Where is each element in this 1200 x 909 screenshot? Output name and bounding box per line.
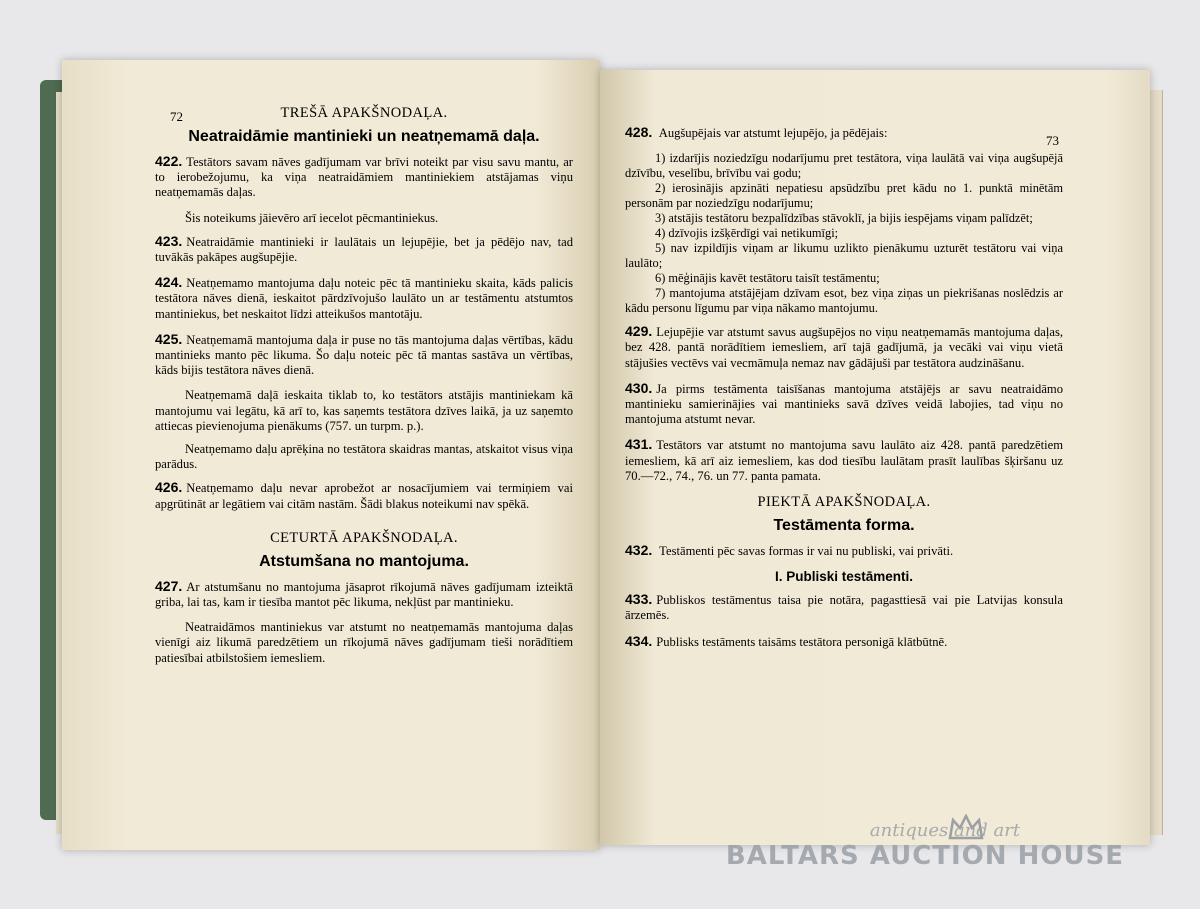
- article-text: Neatraidāmie mantinieki ir laulātais un lejupējie, bet ja pēdējo nav, tad tuvākās pakāpes augšupējie.: [155, 234, 573, 265]
- article-number: 423.: [155, 232, 183, 249]
- paragraph-list: [155, 579, 573, 666]
- section-title: TREŠĀ APAKŠNODAĻA.: [280, 105, 448, 121]
- article-paragraph: [625, 125, 1063, 141]
- page-number-left: 72: [170, 109, 183, 124]
- section-title: CETURTĀ APAKŠNODAĻA.: [270, 529, 458, 546]
- article-number: 429.: [625, 323, 653, 340]
- article-number: 426.: [155, 479, 183, 496]
- article-item-list: [625, 151, 1063, 316]
- article-item: 1) izdarījis noziedzīgu nodarījumu pret testātora, viņa laulātā vai viņa augšupējā dzīvību, veselību, brīvību vai godu;: [625, 151, 1063, 181]
- article-number: 425.: [155, 330, 183, 347]
- auction-watermark: [725, 820, 1125, 890]
- article-number: 433.: [625, 591, 653, 608]
- article-paragraph: [625, 324, 1063, 371]
- section-title: PIEKTĀ APAKŠNODAĻA.: [757, 494, 931, 511]
- article-paragraph: [625, 437, 1063, 484]
- article-text: Publisks testāments taisāms testātora personigā klātbūtnē.: [656, 634, 948, 649]
- article-number: 434.: [625, 632, 653, 649]
- paragraph-list: [625, 592, 1063, 650]
- article-number: 422.: [155, 153, 183, 169]
- article-number: 431.: [625, 436, 653, 453]
- article-item: 4) dzīvojis izšķērdīgi vai netikumīgi;: [655, 226, 839, 241]
- paragraph-list: [625, 324, 1063, 484]
- article-text: Testāmenti pēc savas formas ir vai nu publiski, vai privāti.: [659, 544, 954, 559]
- page-number-right: 73: [1046, 133, 1059, 148]
- article-paragraph: [625, 592, 1063, 623]
- article-text: Testātors var atstumt no mantojuma savu laulāto aiz 428. pantā paredzētiem iemesliem, kā arī aiz iemesliem, kas dod tiesību laulātam prasīt laulības šķiršanu uz 70.—72., 74., 76. un 77. panta pamata.: [625, 438, 1063, 483]
- watermark-brand: BALTARS AUCTION HOUSE: [725, 841, 1125, 871]
- article-number: 427.: [155, 577, 183, 594]
- article-item: 3) atstājis testātoru bezpalīdzības stāvoklī, ja bijis iespējams viņam palīdzēt;: [655, 211, 1033, 226]
- article-number: 424.: [155, 274, 183, 291]
- article-subparagraph: Neatņemamo daļu aprēķina no testātora skaidras mantas, atskaitot visus viņa parādus.: [155, 442, 573, 472]
- article-paragraph: [155, 480, 573, 511]
- sub-heading: I. Publiski testāmenti.: [774, 569, 914, 585]
- article-paragraph: [625, 543, 1063, 559]
- article-text: Augšupējais var atstumt lejupējo, ja pēdējais:: [658, 126, 888, 140]
- article-paragraph: [155, 234, 573, 265]
- article-item: 6) mēģinājis kavēt testātoru taisīt testāmentu;: [655, 271, 880, 286]
- article-text: Neatņemamā mantojuma daļa ir puse no tās mantojuma daļas vērtības, kādu mantinieks manto pēc likuma. Šo daļu noteic pēc tā mantas sastāva un vērtības, kāds bijis testātora nāves dienā.: [155, 332, 573, 378]
- article-subparagraph: Šis noteikums jāievēro arī iecelot pēcmantiniekus.: [185, 210, 439, 225]
- section-heading: Atstumšana no mantojuma.: [259, 552, 469, 570]
- article-text: Neatņemamo daļu nevar aprobežot ar nosacījumiem vai termiņiem vai apgrūtināt ar legātiem vai citām nastām. Šādi blakus noteikumi nav spēkā.: [155, 481, 573, 511]
- article-item: 7) mantojuma atstājējam dzīvam esot, bez viņa ziņas un piekrišanas noslēdzis ar kādu personu līgumu par viņa nākamo mantojumu.: [625, 286, 1063, 316]
- article-paragraph: [625, 634, 1063, 650]
- section-heading: Neatraidāmie mantinieki un neatņemamā daļa.: [188, 128, 540, 145]
- left-column: [155, 105, 573, 674]
- paragraph-list: [155, 154, 573, 512]
- article-number: 432.: [625, 542, 653, 559]
- right-column: [625, 125, 1063, 660]
- article-paragraph: [155, 579, 573, 610]
- article-text: Lejupējie var atstumt savus augšupējos no viņu neatņemamās mantojuma daļas, bez 428. pantā norādītiem iemesliem, arī tajā gadījumā, ja vecāki vai viņu vietā stājušies vectēvs vai vecmāmuļa nemaz nav gādājuši par testātora audzināšanu.: [625, 325, 1063, 370]
- article-text: Testātors savam nāves gadījumam var brīvi noteikt par visu savu mantu, ar to ierobežojumu, ka viņa neatraidāmiem mantiniekiem atstājamas viņu neatņemamās daļas.: [155, 155, 573, 200]
- article-paragraph: [155, 154, 573, 201]
- article-subparagraph: Neatņemamā daļā ieskaita tiklab to, ko testātors atstājis mantiniekam kā mantojumu vai legātu, kā arī to, kas saņemts testātora dzīves laikā, ja uz saņemto attiecas pievienojuma pienākums (757. un turpm. p.).: [155, 388, 573, 433]
- article-number: 430.: [625, 379, 653, 396]
- article-item: 5) nav izpildījis viņam ar likumu uzlikto pienākumu uzturēt testātoru vai viņa laulāto;: [625, 241, 1063, 271]
- article-text: Ja pirms testāmenta taisīšanas mantojuma atstājējs ar savu neatraidāmo mantinieku samierinājies vai mantinieks savā dzīves veidā labojies, tad viņu no mantojuma atstumt nevar.: [625, 381, 1063, 427]
- article-paragraph: [155, 332, 573, 379]
- article-text: Neatņemamo mantojuma daļu noteic pēc tā mantinieku skaita, kāds palicis testātora nāves dienā, ieskaitot pārdzīvojušo laulāto un ar testāmentu atstumtos mantiniekus, bet neskaitot līdzi atteikušos mantotāju.: [155, 276, 573, 321]
- article-paragraph: [155, 275, 573, 322]
- article-number: 428.: [625, 124, 653, 140]
- section-heading: Testāmenta forma.: [773, 517, 915, 535]
- article-text: Publiskos testāmentus taisa pie notāra, pagasttiesā vai pie Latvijas konsula ārzemēs.: [625, 593, 1063, 623]
- article-paragraph: [625, 381, 1063, 428]
- article-subparagraph: Neatraidāmos mantiniekus var atstumt no neatņemamās mantojuma daļas vienīgi aiz likumā paredzētiem un rīkojumā nāves gadījumam tieši norādītiem patiesībai atbilstošiem iemesliem.: [155, 620, 573, 665]
- article-item: 2) ierosinājis apzināti nepatiesu apsūdzību pret kādu no 1. punktā minētām personām par noziedzīgu nodarījumu;: [625, 181, 1063, 211]
- article-text: Ar atstumšanu no mantojuma jāsaprot rīkojumā nāves gadījumam izteiktā griba, lai tas, kam ir tiesība mantot pēc likuma, nekļūst par mantinieku.: [155, 579, 573, 610]
- watermark-tagline: antiques and art: [869, 820, 1021, 841]
